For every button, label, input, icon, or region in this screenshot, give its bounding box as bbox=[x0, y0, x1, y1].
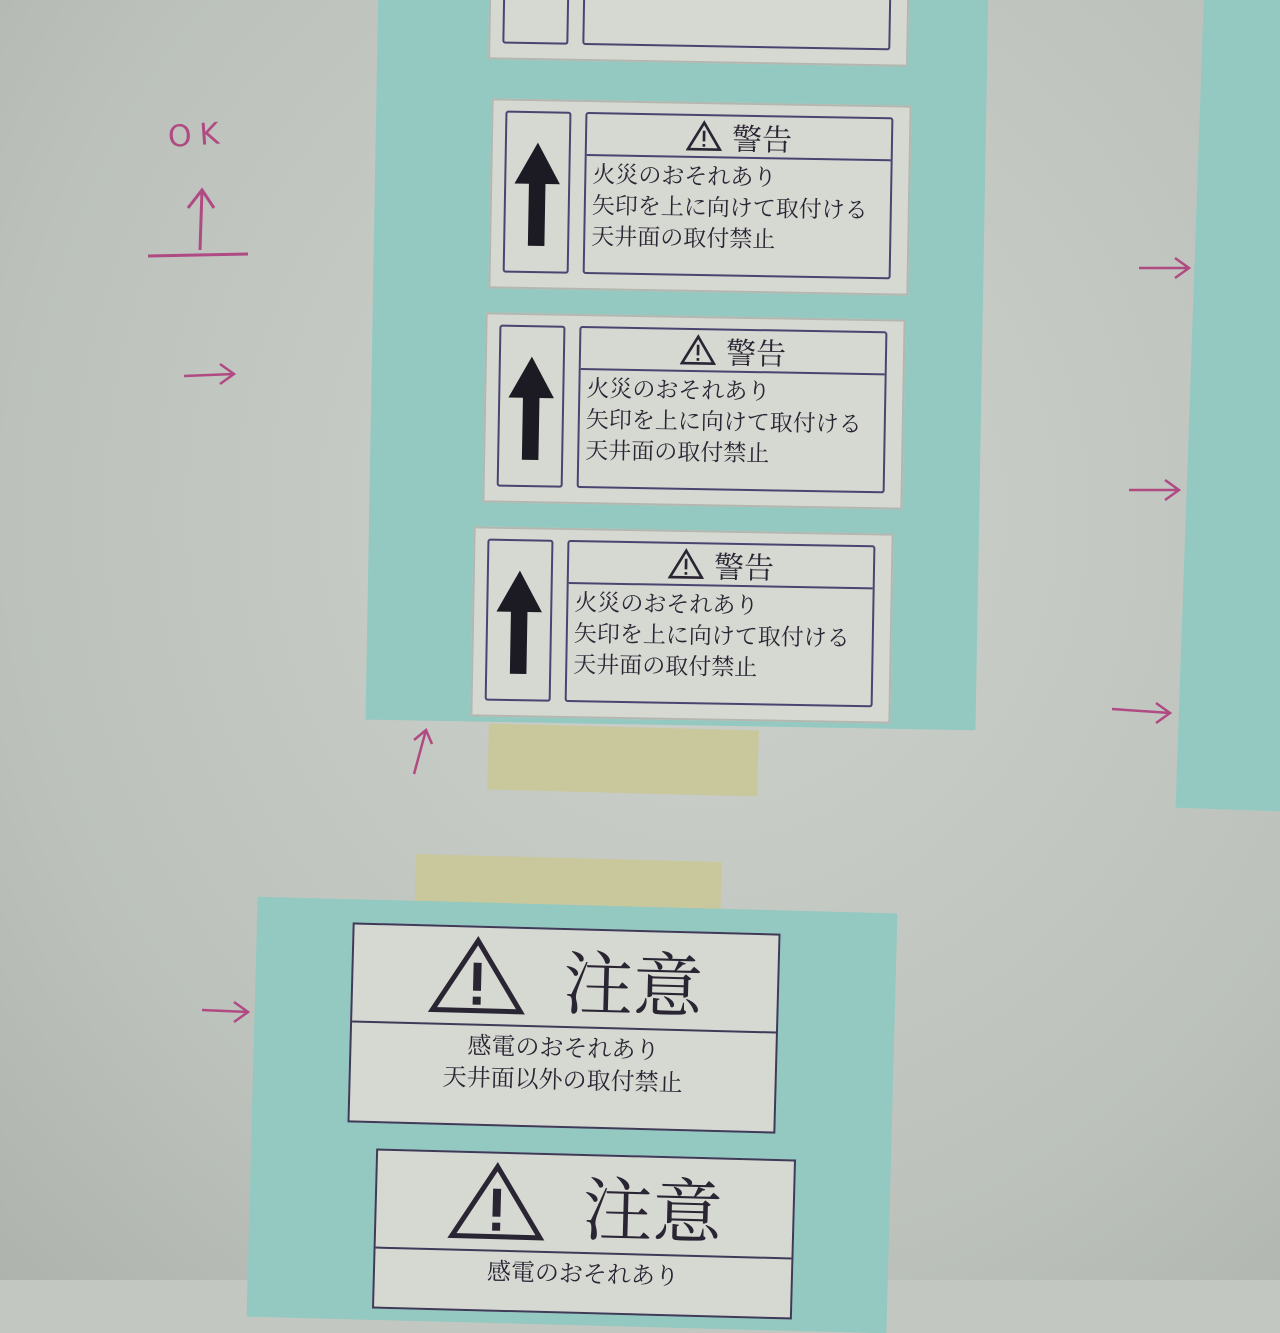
caution-line: 感電のおそれあり bbox=[467, 1031, 660, 1065]
up-arrow-box bbox=[497, 325, 566, 488]
warning-line: 火災のおそれあり bbox=[592, 162, 777, 192]
warning-text-box bbox=[577, 326, 888, 493]
caution-line: 天井面以外の取付禁止 bbox=[442, 1062, 683, 1098]
warning-triangle-icon bbox=[668, 548, 705, 581]
warning-label bbox=[488, 0, 912, 67]
warning-triangle-icon bbox=[686, 120, 723, 153]
warning-header bbox=[587, 114, 892, 161]
caution-label bbox=[372, 1149, 796, 1320]
warning-triangle-icon bbox=[446, 1159, 548, 1244]
tape-upper bbox=[487, 723, 759, 796]
warning-header bbox=[581, 328, 886, 375]
pen-arrow-right-icon bbox=[180, 358, 240, 388]
warning-text-box bbox=[582, 0, 893, 50]
pen-arrow-right-icon bbox=[1135, 252, 1195, 282]
warning-label bbox=[488, 98, 911, 295]
warning-label bbox=[482, 312, 905, 509]
pen-arrow-right-icon bbox=[1108, 697, 1178, 727]
warning-line: 矢印を上に向けて取付ける bbox=[573, 621, 851, 652]
up-arrow-box bbox=[502, 0, 571, 45]
warning-label bbox=[470, 526, 893, 723]
warning-line: 矢印を上に向けて取付ける bbox=[585, 407, 863, 438]
pen-arrow-right-icon bbox=[1125, 474, 1185, 504]
up-arrow-icon bbox=[505, 113, 570, 272]
warning-text-box bbox=[565, 540, 876, 707]
warning-line: 天井面の取付禁止 bbox=[585, 438, 770, 468]
up-arrow-icon bbox=[487, 541, 552, 700]
warning-line: 天井面の取付禁止 bbox=[573, 652, 758, 682]
warning-text-box bbox=[583, 112, 894, 279]
handwritten-up-mark-icon bbox=[140, 180, 260, 270]
warning-line: 天井面の取付禁止 bbox=[591, 224, 776, 254]
warning-line: 矢印を上に向けて取付ける bbox=[591, 193, 869, 224]
warning-title: 警告 bbox=[731, 122, 793, 159]
handwritten-ok: OK bbox=[166, 115, 229, 156]
up-arrow-box bbox=[485, 539, 554, 702]
caution-line: 感電のおそれあり bbox=[486, 1257, 680, 1291]
warning-triangle-icon bbox=[680, 334, 717, 367]
caution-title: 注意 bbox=[581, 1168, 724, 1255]
pen-arrow-up-icon bbox=[402, 724, 442, 780]
pen-arrow-right-icon bbox=[198, 996, 258, 1026]
warning-header bbox=[569, 542, 874, 589]
up-arrow-icon bbox=[504, 0, 569, 43]
warning-title: 警告 bbox=[713, 550, 775, 587]
caution-header bbox=[376, 1151, 794, 1260]
warning-title: 警告 bbox=[725, 336, 787, 373]
caution-title: 注意 bbox=[562, 942, 705, 1029]
caution-header bbox=[352, 924, 778, 1033]
caution-label bbox=[347, 922, 780, 1133]
warning-triangle-icon bbox=[426, 933, 528, 1018]
up-arrow-box bbox=[503, 111, 572, 274]
warning-line: 火災のおそれあり bbox=[586, 376, 771, 406]
up-arrow-icon bbox=[499, 327, 564, 486]
warning-line: 火災のおそれあり bbox=[574, 590, 759, 620]
